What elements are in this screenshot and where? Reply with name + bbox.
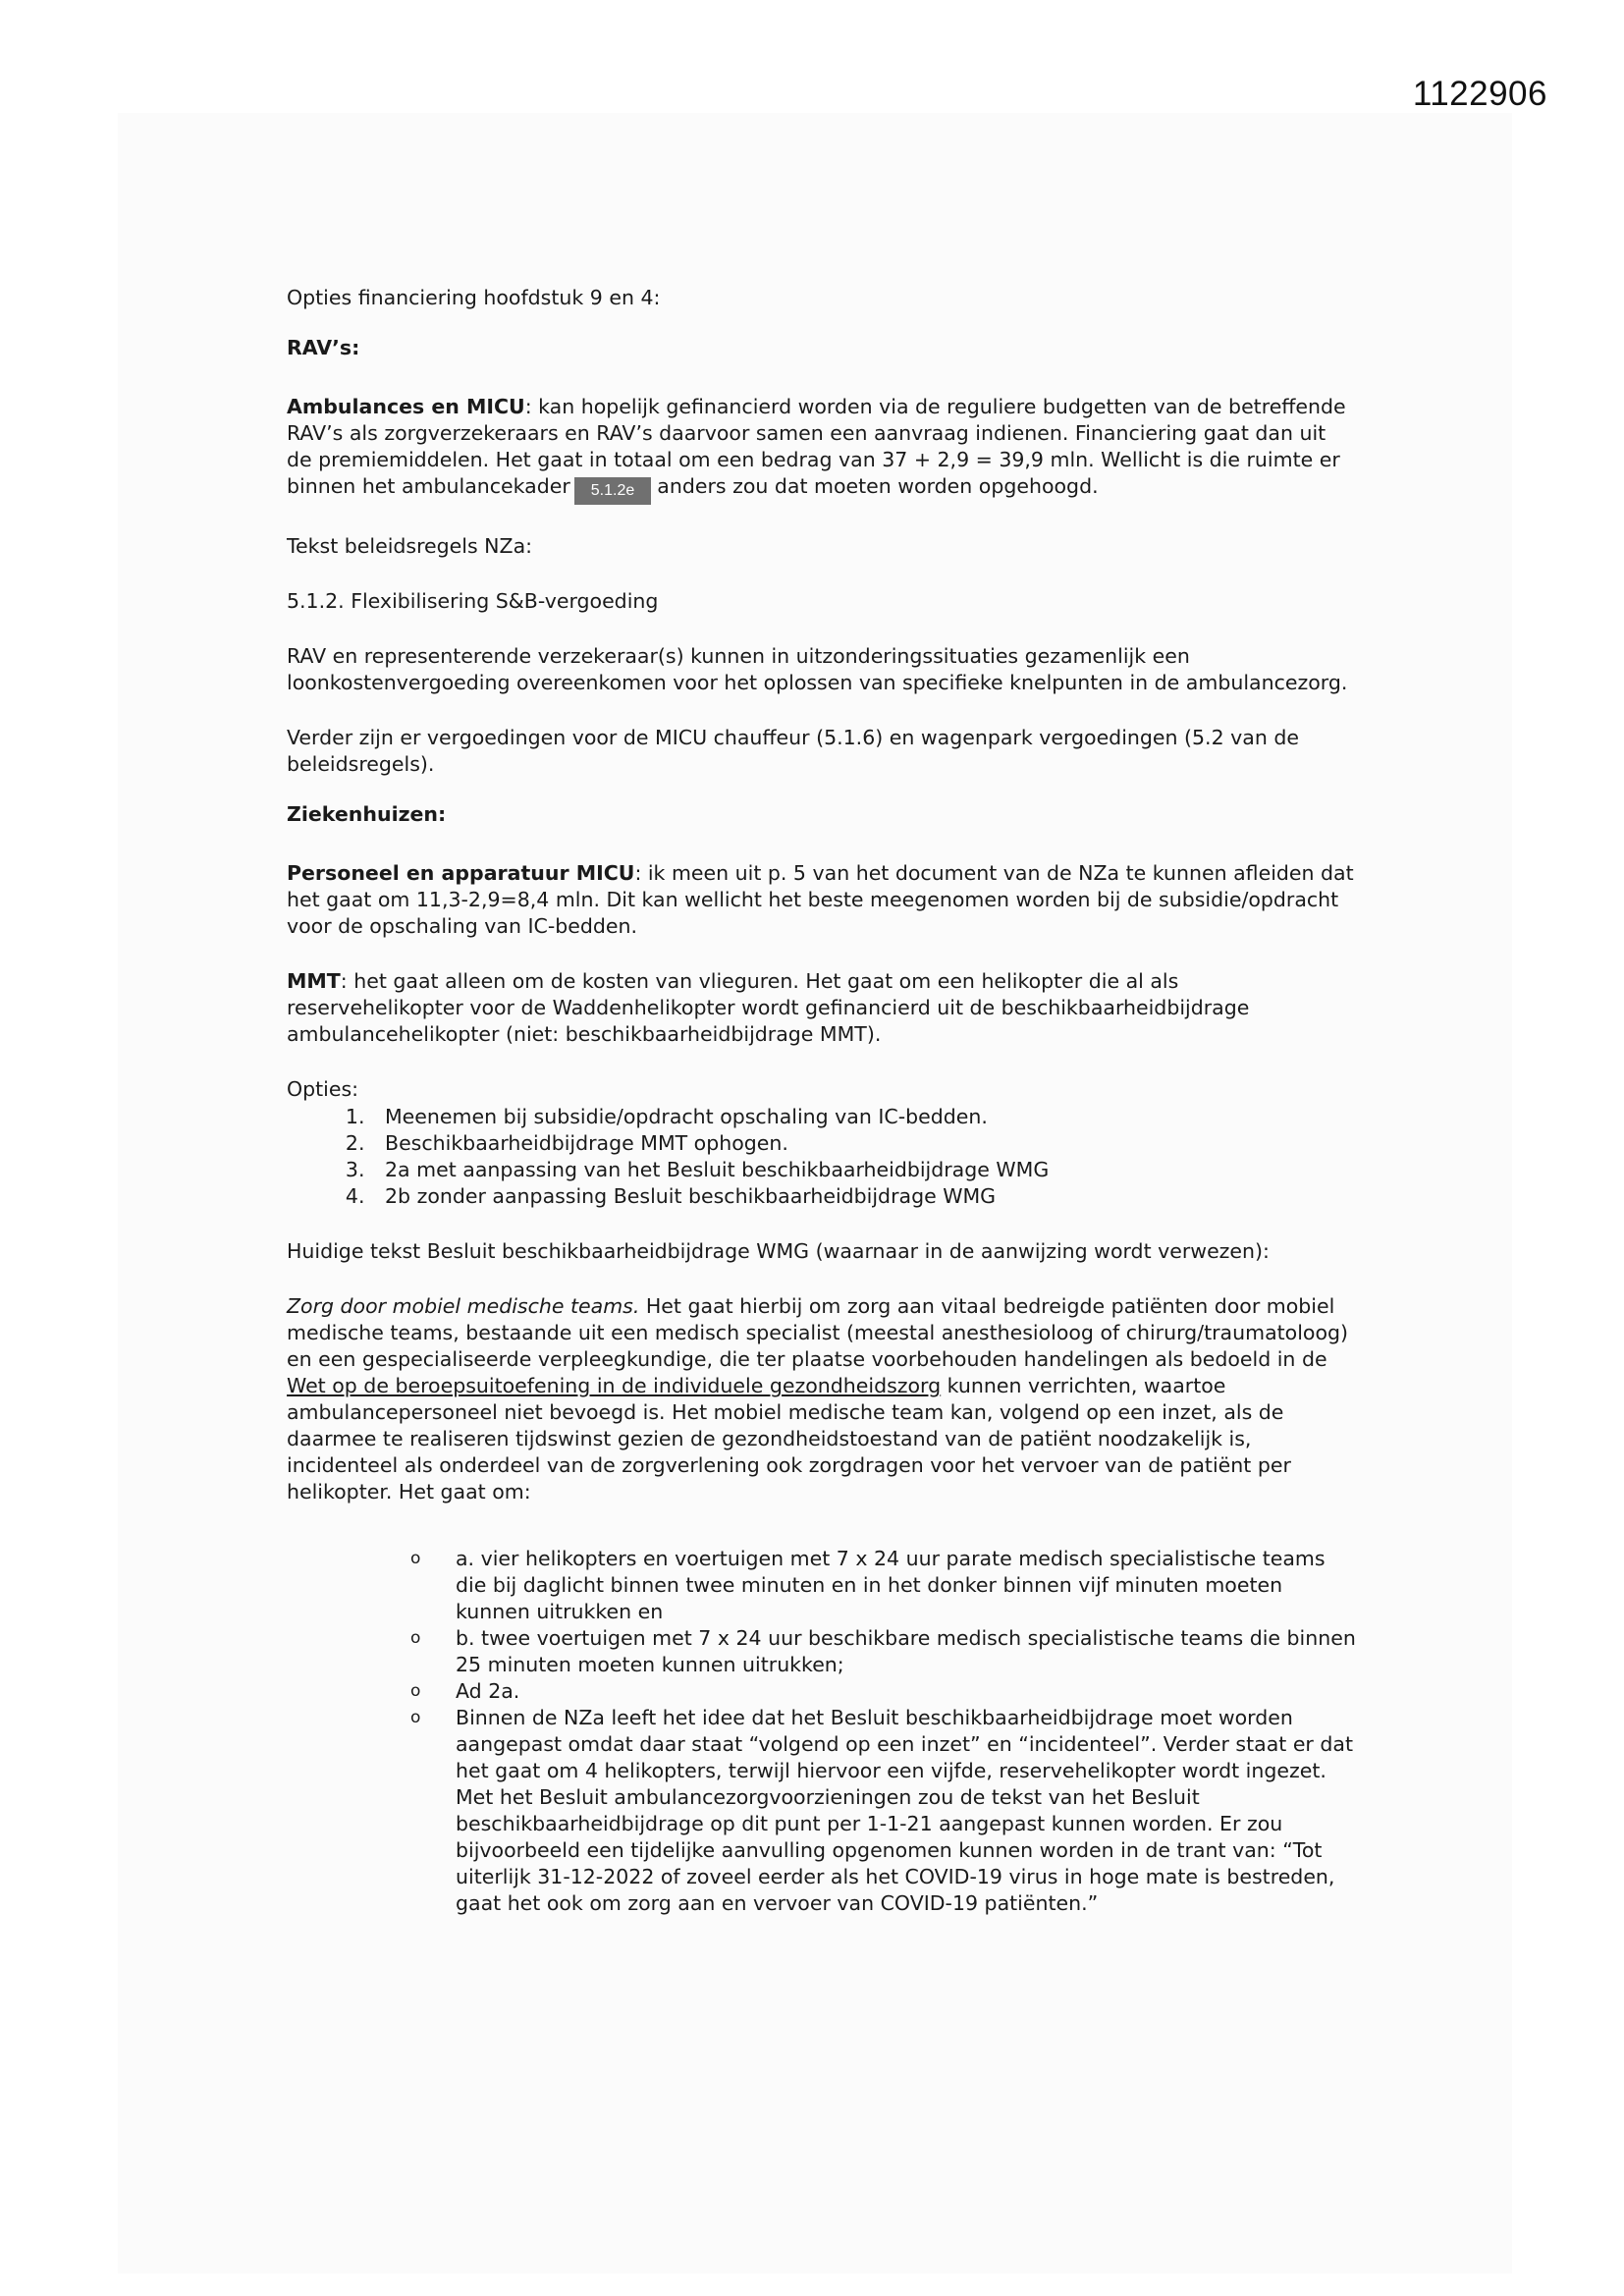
ambulances-text-1: : kan hopelijk gefinancierd worden via de reguliere budgetten van de betreffende RAV’s als zorgverzekeraars en RAV’s daarvoor samen een aanvraag indienen. Financiering gaat dan uit de premiemiddelen. Het gaat in totaal om een bedrag van 37 + 2,9 = 39,9 mln. Wellicht is die ruimte er binnen het ambulancekader xyxy=(287,395,1346,498)
personnel-text: : ik meen uit p. 5 van het document van de NZa te kunnen afleiden dat het gaat om 11,3-2,9=8,4 mln. Dit kan wellicht het beste meegenomen worden bij de subsidie/opdracht voor de opschaling van IC-bedden. xyxy=(287,861,1354,938)
personnel-title: Personeel en apparatuur MICU xyxy=(287,861,635,885)
section-title: 5.1.2. Flexibilisering S&B-vergoeding xyxy=(287,589,659,613)
quote-part-1: Het gaat hierbij om zorg aan vitaal bedreigde patiënten door mobiel medische teams, bestaande uit een medisch specialist (meestal anesthesioloog of chirurg/traumatoloog) en een gespecialiseerde verpleegkundige, die ter plaatse voorbehouden handelingen als bedoeld in de xyxy=(287,1294,1349,1371)
rav-heading: RAV’s: xyxy=(287,336,360,359)
list-item: 2. Beschikbaarheidbijdrage MMT ophogen. xyxy=(371,1130,1357,1157)
ambulances-text-2: anders zou dat moeten worden opgehoogd. xyxy=(657,474,1099,498)
mmt-paragraph xyxy=(287,968,1357,1048)
ambulances-paragraph xyxy=(287,394,1357,505)
circle-bullet-icon: o xyxy=(410,1628,421,1648)
circle-bullet-icon: o xyxy=(410,1681,421,1701)
quote-paragraph xyxy=(287,1293,1357,1505)
bullet-list xyxy=(287,1546,1357,1917)
hospitals-heading: Ziekenhuizen: xyxy=(287,802,447,826)
options-label: Opties: xyxy=(287,1077,359,1101)
intro-line: Opties financiering hoofdstuk 9 en 4: xyxy=(287,286,661,309)
quote-part-2: kunnen verrichten, waartoe ambulancepersoneel niet bevoegd is. Het mobiel medische team kan, volgend op een inzet, als de daarmee te realiseren tijdswinst gezien de gezondheidstoestand van de patiënt noodzakelijk is, incidenteel als onderdeel van de zorgverlening ook zorgdragen voor het vervoer van de patiënt per helikopter. Het gaat om: xyxy=(287,1374,1291,1503)
redaction-stamp: 5.1.2e xyxy=(574,477,651,505)
list-item: 1. Meenemen bij subsidie/opdracht opschaling van IC-bedden. xyxy=(371,1104,1357,1130)
personnel-paragraph xyxy=(287,860,1357,940)
list-item: 4. 2b zonder aanpassing Besluit beschikbaarheidbijdrage WMG xyxy=(371,1183,1357,1210)
quote-italic: Zorg door mobiel medische teams. xyxy=(287,1294,640,1318)
nza-text-label: Tekst beleidsregels NZa: xyxy=(287,534,533,558)
current-text-label: Huidige tekst Besluit beschikbaarheidbijdrage WMG (waarnaar in de aanwijzing wordt verwezen): xyxy=(287,1239,1270,1263)
document-page xyxy=(287,285,1357,1917)
mmt-text: : het gaat alleen om de kosten van vlieguren. Het gaat om een helikopter die al als reservehelikopter voor de Waddenhelikopter wordt gefinancierd uit de beschikbaarheidbijdrage ambulancehelikopter (niet: beschikbaarheidbijdrage MMT). xyxy=(287,969,1250,1046)
further-compensation: Verder zijn er vergoedingen voor de MICU chauffeur (5.1.6) en wagenpark vergoedingen (5.2 van de beleidsregels). xyxy=(287,726,1299,776)
list-item: 3. 2a met aanpassing van het Besluit beschikbaarheidbijdrage WMG xyxy=(371,1157,1357,1183)
list-item: o Ad 2a. xyxy=(410,1679,520,1703)
list-item: o b. twee voertuigen met 7 x 24 uur beschikbare medisch specialistische teams die binnen 25 minuten moeten kunnen uitrukken; xyxy=(410,1626,1356,1676)
document-number: 1122906 xyxy=(1412,75,1547,113)
circle-bullet-icon: o xyxy=(410,1549,421,1568)
ambulances-title: Ambulances en MICU xyxy=(287,395,525,418)
section-body: RAV en representerende verzekeraar(s) kunnen in uitzonderingssituaties gezamenlijk een loonkostenvergoeding overeenkomen voor het oplossen van specifieke knelpunten in de ambulancezorg. xyxy=(287,644,1348,694)
list-item: o a. vier helikopters en voertuigen met 7 x 24 uur parate medisch specialistische teams die bij daglicht binnen twee minuten en in het donker binnen vijf minuten moeten kunnen uitrukken en xyxy=(410,1547,1326,1623)
circle-bullet-icon: o xyxy=(410,1708,421,1727)
law-reference-link[interactable]: Wet op de beroepsuitoefening in de individuele gezondheidszorg xyxy=(287,1374,942,1397)
list-item: o Binnen de NZa leeft het idee dat het Besluit beschikbaarheidbijdrage moet worden aangepast omdat daar staat “volgend op een inzet” en “incidenteel”. Verder staat er dat het gaat om 4 helikopters, terwijl hiervoor een vijfde, reservehelikopter wordt ingezet. Met het Besluit ambulancezorgvoorzieningen zou de tekst van het Besluit beschikbaarheidbijdrage op dit punt per 1-1-21 aangepast kunnen worden. Er zou bijvoorbeeld een tijdelijke aanvulling opgenomen kunnen worden in de trant van: “Tot uiterlijk 31-12-2022 of zoveel eerder als het COVID-19 virus in hoge mate is bestreden, gaat het ook om zorg aan en vervoer van COVID-19 patiënten.” xyxy=(410,1706,1353,1915)
options-list xyxy=(287,1104,1357,1210)
mmt-title: MMT xyxy=(287,969,341,993)
